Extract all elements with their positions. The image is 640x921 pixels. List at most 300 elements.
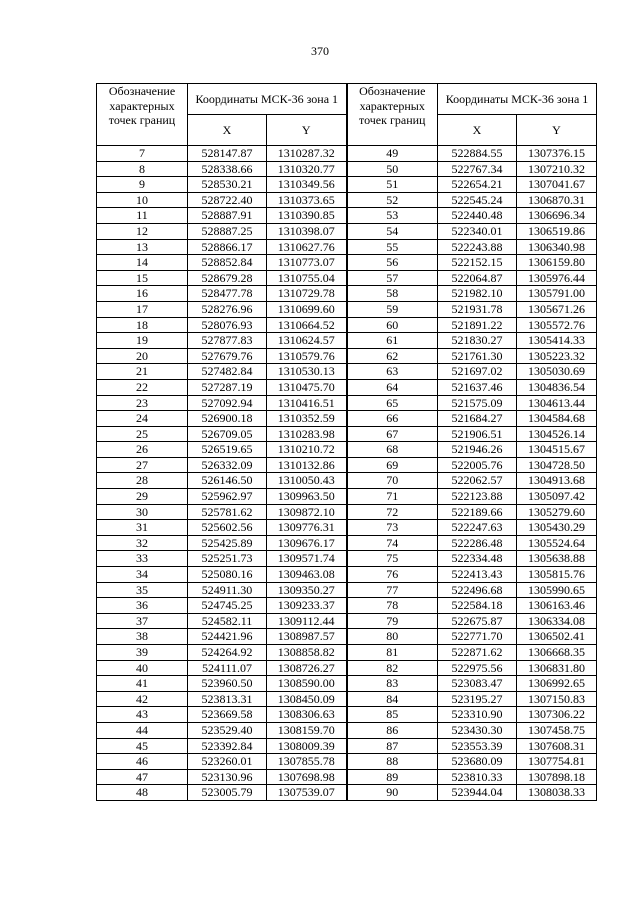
x-coordinate-right: 522286.48 (438, 535, 517, 551)
x-coordinate-left: 528852.84 (188, 255, 267, 271)
table-row (97, 208, 597, 224)
y-coordinate-right: 1306159.80 (517, 255, 597, 271)
y-coordinate-right: 1304913.68 (517, 473, 597, 489)
point-number-left: 34 (97, 567, 188, 583)
x-coordinate-left: 527092.94 (188, 395, 267, 411)
x-coordinate-left: 526519.65 (188, 442, 267, 458)
point-number-right: 70 (347, 473, 438, 489)
y-coordinate-left: 1310416.51 (267, 395, 347, 411)
y-coordinate-left: 1307698.98 (267, 769, 347, 785)
y-coordinate-right: 1307210.32 (517, 161, 597, 177)
y-coordinate-left: 1310352.59 (267, 411, 347, 427)
table-row (97, 395, 597, 411)
x-coordinate-left: 524111.07 (188, 660, 267, 676)
point-number-right: 78 (347, 598, 438, 614)
x-coordinate-right: 523944.04 (438, 785, 517, 801)
page-number: 370 (311, 44, 329, 58)
y-coordinate-right: 1305030.69 (517, 364, 597, 380)
y-coordinate-left: 1310579.76 (267, 348, 347, 364)
point-number-right: 60 (347, 317, 438, 333)
y-coordinate-right: 1305097.42 (517, 489, 597, 505)
y-coordinate-left: 1309571.74 (267, 551, 347, 567)
y-coordinate-right: 1305524.64 (517, 535, 597, 551)
table-body (97, 146, 597, 801)
y-coordinate-left: 1308159.70 (267, 722, 347, 738)
point-number-left: 28 (97, 473, 188, 489)
point-number-right: 89 (347, 769, 438, 785)
y-coordinate-left: 1310287.32 (267, 146, 347, 162)
point-number-left: 14 (97, 255, 188, 271)
y-coordinate-left: 1309776.31 (267, 520, 347, 536)
y-coordinate-right: 1306163.46 (517, 598, 597, 614)
x-coordinate-left: 525962.97 (188, 489, 267, 505)
table-row (97, 676, 597, 692)
table-row (97, 598, 597, 614)
x-coordinate-right: 522884.55 (438, 146, 517, 162)
x-coordinate-right: 522496.68 (438, 582, 517, 598)
coords-header-left: Координаты МСК-36 зона 1 (188, 84, 347, 115)
x-coordinate-right: 523553.39 (438, 738, 517, 754)
x-coordinate-left: 524582.11 (188, 613, 267, 629)
point-number-left: 8 (97, 161, 188, 177)
table-row (97, 691, 597, 707)
x-coordinate-right: 522062.57 (438, 473, 517, 489)
y-coordinate-right: 1305791.00 (517, 286, 597, 302)
y-coordinate-right: 1304515.67 (517, 442, 597, 458)
table-row (97, 629, 597, 645)
x-coordinate-left: 528866.17 (188, 239, 267, 255)
x-coordinate-left: 528147.87 (188, 146, 267, 162)
y-coordinate-right: 1306668.35 (517, 645, 597, 661)
point-number-right: 88 (347, 754, 438, 770)
point-number-left: 41 (97, 676, 188, 692)
x-coordinate-right: 521830.27 (438, 333, 517, 349)
point-number-right: 68 (347, 442, 438, 458)
point-number-right: 86 (347, 722, 438, 738)
x-coordinate-right: 522675.87 (438, 613, 517, 629)
x-coordinate-right: 523810.33 (438, 769, 517, 785)
point-number-right: 80 (347, 629, 438, 645)
table-row (97, 551, 597, 567)
x-coordinate-right: 522334.48 (438, 551, 517, 567)
point-number-right: 67 (347, 426, 438, 442)
point-number-left: 38 (97, 629, 188, 645)
y-coordinate-left: 1308987.57 (267, 629, 347, 645)
y-coordinate-right: 1307376.15 (517, 146, 597, 162)
point-number-left: 29 (97, 489, 188, 505)
y-coordinate-right: 1304526.14 (517, 426, 597, 442)
y-coordinate-right: 1307754.81 (517, 754, 597, 770)
x-coordinate-left: 524264.92 (188, 645, 267, 661)
x-coordinate-left: 523529.40 (188, 722, 267, 738)
table-row (97, 411, 597, 427)
x-coordinate-right: 521637.46 (438, 379, 517, 395)
x-coordinate-left: 523005.79 (188, 785, 267, 801)
x-coordinate-left: 528276.96 (188, 301, 267, 317)
point-number-left: 36 (97, 598, 188, 614)
point-number-right: 66 (347, 411, 438, 427)
point-number-right: 82 (347, 660, 438, 676)
point-number-left: 7 (97, 146, 188, 162)
y-coordinate-left: 1310320.77 (267, 161, 347, 177)
point-number-left: 19 (97, 333, 188, 349)
table-row (97, 223, 597, 239)
y-coordinate-right: 1306502.41 (517, 629, 597, 645)
table-row (97, 426, 597, 442)
x-coordinate-left: 523960.50 (188, 676, 267, 692)
point-number-left: 48 (97, 785, 188, 801)
x-coordinate-right: 522247.63 (438, 520, 517, 536)
point-number-left: 30 (97, 504, 188, 520)
x-coordinate-left: 523669.58 (188, 707, 267, 723)
point-number-left: 20 (97, 348, 188, 364)
y-coordinate-right: 1305638.88 (517, 551, 597, 567)
y-coordinate-left: 1309872.10 (267, 504, 347, 520)
x-coordinate-left: 524911.30 (188, 582, 267, 598)
table-row (97, 192, 597, 208)
point-number-left: 46 (97, 754, 188, 770)
point-number-right: 61 (347, 333, 438, 349)
point-number-right: 85 (347, 707, 438, 723)
coords-header-right: Координаты МСК-36 зона 1 (438, 84, 597, 115)
point-number-left: 17 (97, 301, 188, 317)
point-number-right: 84 (347, 691, 438, 707)
x-coordinate-right: 521761.30 (438, 348, 517, 364)
point-number-right: 81 (347, 645, 438, 661)
x-coordinate-right: 522771.70 (438, 629, 517, 645)
point-number-left: 27 (97, 457, 188, 473)
point-number-right: 64 (347, 379, 438, 395)
point-number-left: 40 (97, 660, 188, 676)
point-header-left: Обозначение характерных точек границ (97, 84, 188, 146)
table-row (97, 333, 597, 349)
point-number-right: 74 (347, 535, 438, 551)
y-coordinate-right: 1305572.76 (517, 317, 597, 333)
x-coordinate-left: 525251.73 (188, 551, 267, 567)
x-coordinate-right: 522189.66 (438, 504, 517, 520)
point-number-left: 13 (97, 239, 188, 255)
y-coordinate-right: 1305223.32 (517, 348, 597, 364)
y-coordinate-left: 1310132.86 (267, 457, 347, 473)
point-number-right: 65 (347, 395, 438, 411)
y-coordinate-left: 1310050.43 (267, 473, 347, 489)
y-coordinate-right: 1307608.31 (517, 738, 597, 754)
x-coordinate-left: 525602.56 (188, 520, 267, 536)
point-number-right: 75 (347, 551, 438, 567)
point-number-left: 42 (97, 691, 188, 707)
x-coordinate-right: 521575.09 (438, 395, 517, 411)
y-coordinate-left: 1310390.85 (267, 208, 347, 224)
y-coordinate-left: 1308726.27 (267, 660, 347, 676)
table-row (97, 286, 597, 302)
y-coordinate-right: 1304728.50 (517, 457, 597, 473)
point-number-right: 63 (347, 364, 438, 380)
y-coordinate-right: 1306992.65 (517, 676, 597, 692)
coordinates-table (96, 83, 597, 801)
point-number-right: 69 (347, 457, 438, 473)
point-number-right: 62 (347, 348, 438, 364)
x-coordinate-left: 523392.84 (188, 738, 267, 754)
y-coordinate-right: 1308038.33 (517, 785, 597, 801)
y-coordinate-left: 1310627.76 (267, 239, 347, 255)
x-coordinate-left: 524421.96 (188, 629, 267, 645)
point-number-right: 90 (347, 785, 438, 801)
y-coordinate-right: 1305430.29 (517, 520, 597, 536)
x-coordinate-right: 522545.24 (438, 192, 517, 208)
y-coordinate-left: 1308306.63 (267, 707, 347, 723)
point-number-left: 31 (97, 520, 188, 536)
x-coordinate-right: 523680.09 (438, 754, 517, 770)
y-coordinate-right: 1307306.22 (517, 707, 597, 723)
y-header-right: Y (517, 115, 597, 146)
y-coordinate-left: 1307855.78 (267, 754, 347, 770)
y-coordinate-left: 1308858.82 (267, 645, 347, 661)
point-number-left: 35 (97, 582, 188, 598)
table-row (97, 255, 597, 271)
y-coordinate-right: 1305976.44 (517, 270, 597, 286)
x-coordinate-right: 522440.48 (438, 208, 517, 224)
x-coordinate-right: 521891.22 (438, 317, 517, 333)
x-coordinate-right: 521982.10 (438, 286, 517, 302)
x-coordinate-right: 521906.51 (438, 426, 517, 442)
point-number-right: 50 (347, 161, 438, 177)
y-coordinate-right: 1306831.80 (517, 660, 597, 676)
point-number-left: 18 (97, 317, 188, 333)
y-coordinate-left: 1308450.09 (267, 691, 347, 707)
point-number-left: 15 (97, 270, 188, 286)
point-number-left: 12 (97, 223, 188, 239)
point-number-right: 58 (347, 286, 438, 302)
x-coordinate-right: 522123.88 (438, 489, 517, 505)
y-coordinate-left: 1310755.04 (267, 270, 347, 286)
x-coordinate-right: 522654.21 (438, 177, 517, 193)
table-row (97, 645, 597, 661)
x-coordinate-right: 522005.76 (438, 457, 517, 473)
point-number-left: 37 (97, 613, 188, 629)
table-row (97, 473, 597, 489)
y-coordinate-left: 1309350.27 (267, 582, 347, 598)
y-coordinate-right: 1305815.76 (517, 567, 597, 583)
x-coordinate-right: 522584.18 (438, 598, 517, 614)
x-coordinate-left: 528477.78 (188, 286, 267, 302)
y-coordinate-left: 1309963.50 (267, 489, 347, 505)
point-number-left: 11 (97, 208, 188, 224)
x-coordinate-right: 522152.15 (438, 255, 517, 271)
table-row (97, 270, 597, 286)
x-coordinate-left: 528530.21 (188, 177, 267, 193)
point-number-left: 44 (97, 722, 188, 738)
table-header (97, 84, 597, 146)
x-coordinate-left: 525781.62 (188, 504, 267, 520)
y-coordinate-left: 1310373.65 (267, 192, 347, 208)
table-row (97, 364, 597, 380)
y-coordinate-left: 1309112.44 (267, 613, 347, 629)
x-coordinate-right: 521697.02 (438, 364, 517, 380)
y-coordinate-left: 1310283.98 (267, 426, 347, 442)
point-number-right: 51 (347, 177, 438, 193)
y-coordinate-left: 1310699.60 (267, 301, 347, 317)
y-coordinate-right: 1305414.33 (517, 333, 597, 349)
table-row (97, 489, 597, 505)
point-number-right: 71 (347, 489, 438, 505)
x-coordinate-right: 522064.87 (438, 270, 517, 286)
point-number-left: 25 (97, 426, 188, 442)
x-coordinate-left: 528887.25 (188, 223, 267, 239)
point-number-right: 55 (347, 239, 438, 255)
y-coordinate-left: 1308009.39 (267, 738, 347, 754)
y-coordinate-right: 1305671.26 (517, 301, 597, 317)
x-coordinate-left: 528338.66 (188, 161, 267, 177)
table-row (97, 177, 597, 193)
x-coordinate-right: 521684.27 (438, 411, 517, 427)
x-coordinate-right: 521931.78 (438, 301, 517, 317)
point-number-right: 77 (347, 582, 438, 598)
x-coordinate-right: 522975.56 (438, 660, 517, 676)
y-coordinate-right: 1306870.31 (517, 192, 597, 208)
x-coordinate-right: 523083.47 (438, 676, 517, 692)
point-number-left: 39 (97, 645, 188, 661)
y-coordinate-left: 1310773.07 (267, 255, 347, 271)
point-number-right: 56 (347, 255, 438, 271)
point-number-right: 52 (347, 192, 438, 208)
x-coordinate-right: 522767.34 (438, 161, 517, 177)
x-coordinate-left: 528076.93 (188, 317, 267, 333)
point-number-left: 26 (97, 442, 188, 458)
point-number-right: 49 (347, 146, 438, 162)
x-coordinate-right: 522243.88 (438, 239, 517, 255)
y-coordinate-right: 1307150.83 (517, 691, 597, 707)
x-coordinate-left: 528679.28 (188, 270, 267, 286)
y-coordinate-right: 1304613.44 (517, 395, 597, 411)
table-row (97, 722, 597, 738)
y-coordinate-right: 1305990.65 (517, 582, 597, 598)
x-coordinate-left: 527679.76 (188, 348, 267, 364)
x-coordinate-left: 525080.16 (188, 567, 267, 583)
x-header-left: X (188, 115, 267, 146)
point-number-right: 73 (347, 520, 438, 536)
x-coordinate-right: 523195.27 (438, 691, 517, 707)
point-number-left: 23 (97, 395, 188, 411)
point-number-left: 9 (97, 177, 188, 193)
y-coordinate-right: 1306696.34 (517, 208, 597, 224)
y-coordinate-left: 1310530.13 (267, 364, 347, 380)
x-coordinate-left: 528722.40 (188, 192, 267, 208)
point-number-right: 59 (347, 301, 438, 317)
point-number-right: 53 (347, 208, 438, 224)
point-number-right: 72 (347, 504, 438, 520)
point-number-right: 83 (347, 676, 438, 692)
table-row (97, 504, 597, 520)
x-coordinate-left: 527482.84 (188, 364, 267, 380)
table-row (97, 161, 597, 177)
point-number-left: 45 (97, 738, 188, 754)
point-number-right: 79 (347, 613, 438, 629)
table-row (97, 769, 597, 785)
table-row (97, 707, 597, 723)
point-number-left: 21 (97, 364, 188, 380)
y-coordinate-left: 1307539.07 (267, 785, 347, 801)
point-number-left: 43 (97, 707, 188, 723)
x-coordinate-left: 528887.91 (188, 208, 267, 224)
y-coordinate-right: 1304584.68 (517, 411, 597, 427)
table-row (97, 613, 597, 629)
x-coordinate-right: 522340.01 (438, 223, 517, 239)
x-coordinate-left: 525425.89 (188, 535, 267, 551)
y-coordinate-left: 1310398.07 (267, 223, 347, 239)
y-coordinate-left: 1310210.72 (267, 442, 347, 458)
table-row (97, 785, 597, 801)
table-row (97, 442, 597, 458)
y-coordinate-right: 1306519.86 (517, 223, 597, 239)
x-coordinate-right: 522871.62 (438, 645, 517, 661)
table-row (97, 754, 597, 770)
table-row (97, 146, 597, 162)
y-coordinate-left: 1308590.00 (267, 676, 347, 692)
x-coordinate-left: 523260.01 (188, 754, 267, 770)
x-coordinate-left: 527877.83 (188, 333, 267, 349)
x-coordinate-left: 523130.96 (188, 769, 267, 785)
table-row (97, 348, 597, 364)
table-row (97, 379, 597, 395)
y-coordinate-right: 1306334.08 (517, 613, 597, 629)
y-header-left: Y (267, 115, 347, 146)
point-number-left: 24 (97, 411, 188, 427)
x-coordinate-left: 526900.18 (188, 411, 267, 427)
table-row (97, 317, 597, 333)
y-coordinate-right: 1305279.60 (517, 504, 597, 520)
x-coordinate-right: 523430.30 (438, 722, 517, 738)
table-row (97, 535, 597, 551)
point-number-right: 54 (347, 223, 438, 239)
table-row (97, 239, 597, 255)
point-number-left: 32 (97, 535, 188, 551)
y-coordinate-left: 1309676.17 (267, 535, 347, 551)
table-row (97, 660, 597, 676)
table-row (97, 738, 597, 754)
point-number-left: 16 (97, 286, 188, 302)
point-number-left: 33 (97, 551, 188, 567)
x-header-right: X (438, 115, 517, 146)
table-row (97, 567, 597, 583)
y-coordinate-left: 1309463.08 (267, 567, 347, 583)
y-coordinate-left: 1310475.70 (267, 379, 347, 395)
x-coordinate-right: 522413.43 (438, 567, 517, 583)
x-coordinate-left: 527287.19 (188, 379, 267, 395)
y-coordinate-left: 1310729.78 (267, 286, 347, 302)
y-coordinate-left: 1309233.37 (267, 598, 347, 614)
y-coordinate-left: 1310664.52 (267, 317, 347, 333)
x-coordinate-left: 526332.09 (188, 457, 267, 473)
x-coordinate-left: 526709.05 (188, 426, 267, 442)
table-row (97, 457, 597, 473)
table-row (97, 301, 597, 317)
x-coordinate-left: 526146.50 (188, 473, 267, 489)
y-coordinate-left: 1310624.57 (267, 333, 347, 349)
y-coordinate-left: 1310349.56 (267, 177, 347, 193)
table-row (97, 520, 597, 536)
point-number-left: 10 (97, 192, 188, 208)
x-coordinate-right: 523310.90 (438, 707, 517, 723)
point-number-left: 22 (97, 379, 188, 395)
x-coordinate-right: 521946.26 (438, 442, 517, 458)
point-header-right: Обозначение характерных точек границ (347, 84, 438, 146)
table-row (97, 582, 597, 598)
y-coordinate-right: 1304836.54 (517, 379, 597, 395)
y-coordinate-right: 1307898.18 (517, 769, 597, 785)
y-coordinate-right: 1306340.98 (517, 239, 597, 255)
x-coordinate-left: 523813.31 (188, 691, 267, 707)
point-number-right: 76 (347, 567, 438, 583)
